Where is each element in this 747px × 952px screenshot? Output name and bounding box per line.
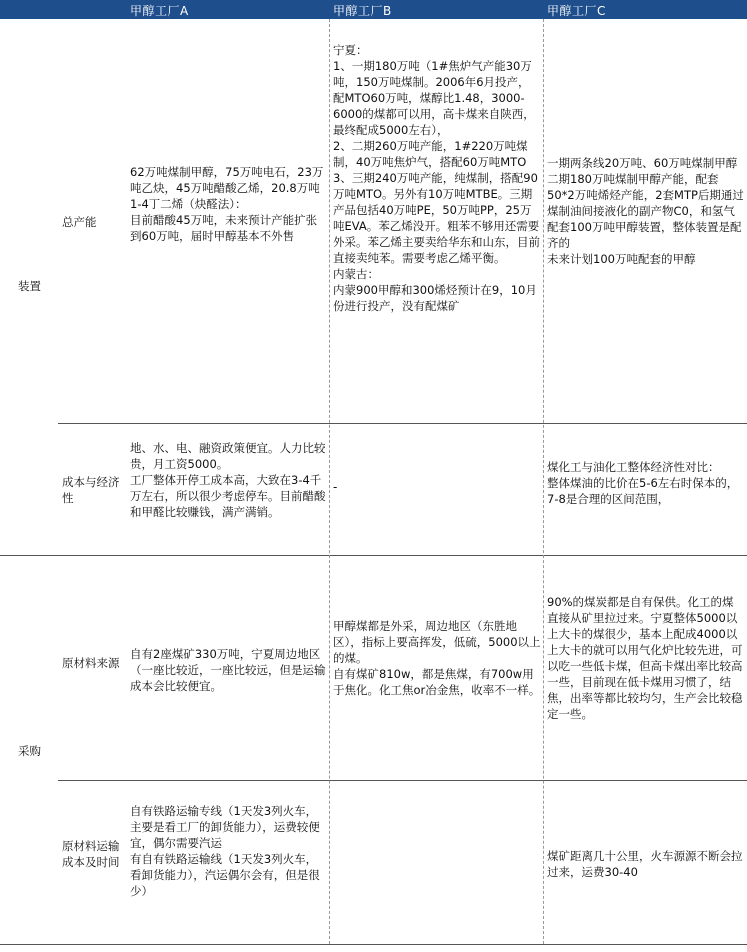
cell-transport-c: 煤矿距离几十公里，火车源源不断会拉过来，运费30-40 bbox=[547, 849, 743, 879]
cell-raw-source-a: 自有2座煤矿330万吨，宁夏周边地区（一座比较近，一座比较远，但是运输成本会比较便宜。 bbox=[130, 647, 326, 693]
cell-capacity-c: 一期两条线20万吨、60万吨煤制甲醇 二期180万吨煤制甲醇产能，配套50*2万吨烯烃产能，2套MTP后期通过煤制油间接液化的副产物C0，和氢气配套100万吨甲醇装置，整体装置是配齐的 未来计划100万吨配套的甲醇 bbox=[547, 156, 744, 266]
row-label-cost: 成本与经济性 bbox=[62, 475, 120, 505]
cell-transport-a: 自有铁路运输专线（1天发3列火车，主要是看工厂的卸货能力），运费较便宜，偶尔需要汽运 有自有铁路运输线（1天发3列火车，看卸货能力），汽运偶尔会有，但是很少） bbox=[130, 804, 320, 898]
divider-device-mid bbox=[58, 423, 747, 424]
cell-capacity-a: 62万吨煤制甲醇，75万吨电石，23万吨乙炔，45万吨醋酸乙烯，20.8万吨1-4丁二烯（炔醛法）： 目前醋酸45万吨，未来预计产能扩张到60万吨，届时甲醇基本不外售 bbox=[130, 165, 324, 243]
divider-section bbox=[0, 555, 747, 556]
cell-cost-c: 煤化工与油化工整体经济性对比： 整体煤油的比价在5-6左右时保本的，7-8是合理的区间范围， bbox=[547, 460, 739, 506]
table-header bbox=[0, 0, 747, 19]
cell-capacity-b: 宁夏： 1、一期180万吨（1#焦炉气产能30万吨，150万吨煤制。2006年6月投产，配MTO60万吨，煤醇比1.48，3000-6000的煤都可以用，高卡煤来自陕西，最终配成5000左右）， 2、二期260万吨产能，1#220万吨煤制，40万吨焦炉气，搭配60万吨MTO 3、三期240万吨产能，纯煤制，搭配90万吨MTO。另外有10万吨MTBE。三期产品包括40万吨PE，50万吨PP，25万吨EVA。苯乙烯没开。粗苯不够用还需要外采。苯乙烯主要卖给华东和山东，目前直接卖纯苯。需要考虑乙烯平衡。 内蒙古： 内蒙900甲醇和300烯烃预计在9，10月份进行投产，没有配煤矿 bbox=[333, 43, 540, 313]
row-label-capacity: 总产能 bbox=[62, 215, 97, 229]
divider-purchase-mid bbox=[58, 780, 747, 781]
divider-bottom bbox=[0, 944, 747, 945]
row-label-raw-source: 原材料来源 bbox=[62, 656, 120, 670]
header-factory-b: 甲醇工厂B bbox=[333, 4, 392, 18]
cell-raw-source-b: 甲醇煤都是外采，周边地区（东胜地区），指标上要高挥发，低硫，5000以上的煤。 自有煤矿810w，都是焦煤，有700w用于焦化。化工焦or冶金焦，收率不一样。 bbox=[333, 619, 541, 697]
section-label-device: 装置 bbox=[18, 279, 41, 293]
col-divider-c bbox=[543, 19, 544, 944]
section-label-purchase: 采购 bbox=[18, 744, 41, 758]
header-factory-a: 甲醇工厂A bbox=[130, 4, 189, 18]
cell-cost-a: 地、水、电、融资政策便宜。人力比较贵，月工资5000。 工厂整体开停工成本高，大致在3-4千万左右，所以很少考虑停车。目前醋酸和甲醛比较赚钱，满产满销。 bbox=[130, 441, 326, 519]
row-label-transport: 原材料运输成本及时间 bbox=[62, 839, 120, 869]
cell-raw-source-c: 90%的煤炭都是自有保供。化工的煤直接从矿里拉过来。宁夏整体5000以上大卡的煤很少，基本上配成4000以上大卡的就可以用气化炉比较先进，可以吃一些低卡煤，但高卡煤出率比较高一些，目前现在低卡煤用习惯了，结焦，出率等都比较均匀，生产会比较稳定一些。 bbox=[547, 595, 743, 721]
cell-cost-b: - bbox=[333, 480, 338, 494]
header-factory-c: 甲醇工厂C bbox=[547, 4, 606, 18]
col-divider-b bbox=[329, 19, 330, 944]
